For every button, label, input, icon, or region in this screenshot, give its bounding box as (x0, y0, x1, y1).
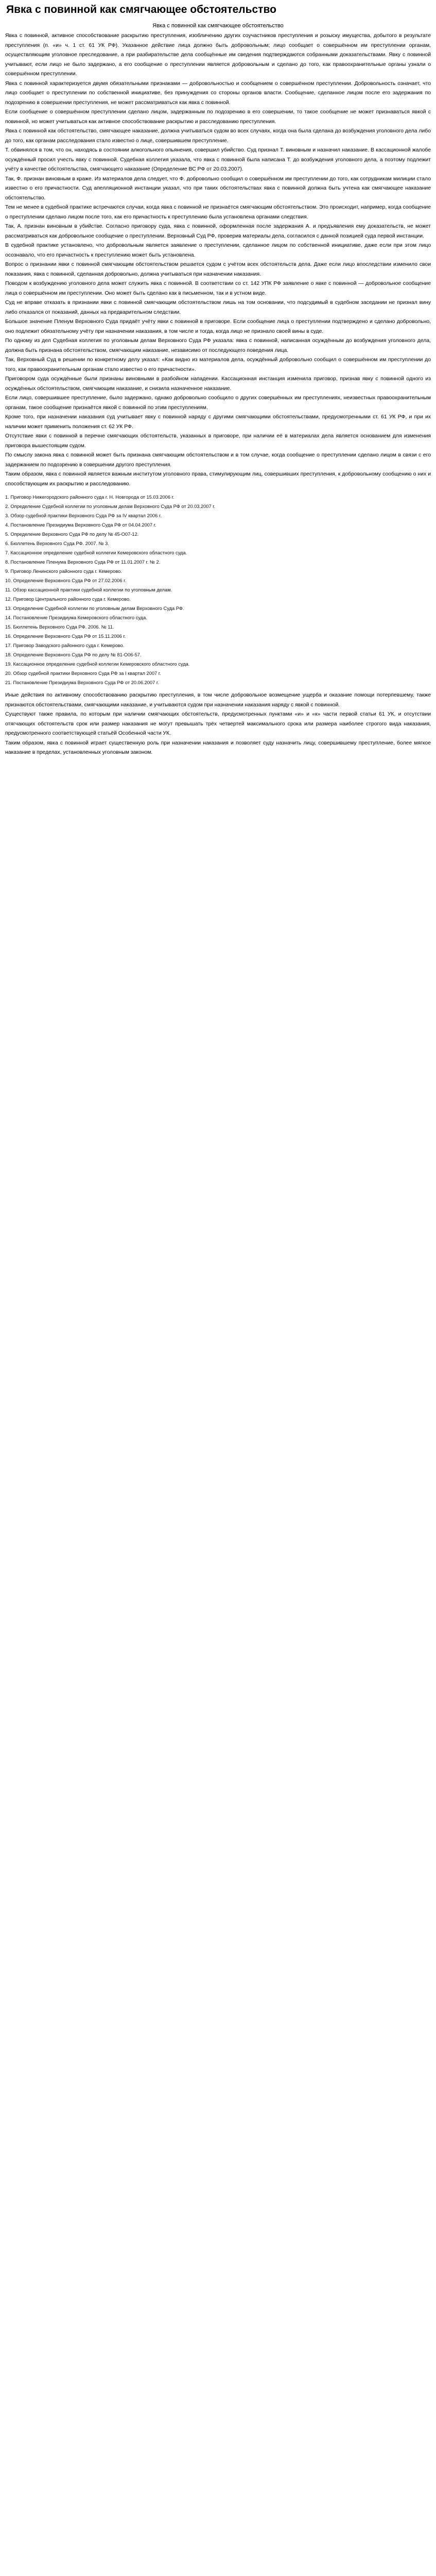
document-subtitle: Явка с повинной как смягчающее обстоятельство (152, 23, 284, 29)
paragraph: Суд не вправе отказать в признании явки с повинной смягчающим обстоятельством лишь на том основании, что подсудимый в судебном заседании не признал вину либо отказался от показаний, данных на предварительном следствии. (5, 300, 431, 315)
page-title: Явка с повинной как смягчающее обстоятельство (6, 4, 276, 15)
note-line: 1. Приговор Нижегородского районного суда г. Н. Новгорода от 15.03.2006 г. (5, 495, 175, 500)
paragraph: Вопрос о признании явки с повинной смягчающим обстоятельством решается судом с учётом всех обстоятельств дела. Даже если лицо впоследствии изменило свои показания, явка с повинной, сделанная добровольно, должна учитываться при назначении наказания. (5, 262, 431, 277)
paragraph: В судебной практике установлено, что добровольным является заявление о преступлении, сделанное лицом по собственной инициативе, даже если при этом лицо осознавало, что его причастность к преступлению может быть установлена. (5, 243, 431, 258)
note-line: 2. Определение Судебной коллегии по уголовным делам Верховного Суда РФ от 20.03.2007 г. (5, 504, 216, 509)
paragraph: Т. обвинялся в том, что он, находясь в состоянии алкогольного опьянения, совершил убийство. Суд признал Т. виновным и назначил наказание. В кассационной жалобе осуждённый просил учесть явку с повинной. Судебная коллегия указала, что явка с повинной была написана Т. до возбуждения уголовного дела, а поэтому подлежит учёту в качестве обстоятельства, смягчающего наказание (Определение ВС РФ от 20.03.2007). (5, 147, 431, 172)
note-line: 19. Кассационное определение судебной коллегии Кемеровского областного суда. (5, 662, 190, 667)
article-body (5, 31, 431, 758)
paragraph: Явка с повинной характеризуется двумя обязательными признаками — добровольностью и сообщением о совершённом преступлении. Добровольность означает, что лицо сообщает о преступлении по собственной инициативе, без принуждения со стороны органов власти. Сообщение, сделанное лицом после его задержания по подозрению в совершении преступления, не может рассматриваться как явка с повинной. (5, 80, 431, 106)
note-line: 5. Определение Верховного Суда РФ по делу № 45-О07-12. (5, 532, 139, 537)
note-line: 8. Постановление Пленума Верховного Суда РФ от 11.01.2007 г. № 2. (5, 560, 161, 565)
note-line: 17. Приговор Заводского районного суда г. Кемерово. (5, 643, 125, 648)
note-line: 12. Приговор Центрального районного суда г. Кемерово. (5, 597, 131, 602)
note-line: 4. Постановление Президиума Верховного Суда РФ от 04.04.2007 г. (5, 522, 156, 528)
paragraph: Кроме того, при назначении наказания суд учитывает явку с повинной наряду с другими смягчающими обстоятельствами, предусмотренными ст. 61 УК РФ, и при их наличии может применить положения ст. 62 УК РФ. (5, 414, 431, 430)
paragraph: Так, Ф. признан виновным в краже. Из материалов дела следует, что Ф. добровольно сообщил о совершённом им преступлении до того, как сотрудникам милиции стало известно о его причастности. Суд апелляционной инстанции указал, что при таких обстоятельствах явка с повинной должна быть учтена как смягчающее наказание обстоятельство. (5, 176, 431, 201)
paragraph: Так, А. признан виновным в убийстве. Согласно приговору суда, явка с повинной, оформленная после задержания А. и предъявления ему доказательств, не может рассматриваться как добровольное сообщение о преступлении. Верховный Суд РФ, проверив материалы дела, согласился с данной позицией суда первой инстанции. (5, 224, 431, 239)
paragraph: Существуют также правила, по которым при наличии смягчающих обстоятельств, предусмотренных пунктами «и» и «к» части первой статьи 61 УК, и отсутствии отягчающих обстоятельств срок или размер наказания не могут превышать трёх четвертей максимального срока или размера наиболее строгого вида наказания, предусмотренного соответствующей статьёй Особенной части УК. (5, 711, 431, 736)
paragraph: Таким образом, явка с повинной является важным институтом уголовного права, стимулирующим лиц, совершивших преступления, к добровольному сообщению о них и способствующим их раскрытию и расследованию. (5, 471, 431, 487)
note-line: 9. Приговор Ленинского районного суда г. Кемерово. (5, 569, 122, 574)
paragraph: Так, Верховный Суд в решении по конкретному делу указал: «Как видно из материалов дела, осуждённый добровольно сообщил о совершённом им преступлении до того, как правоохранительным органам стало известно о его причастности». (5, 357, 431, 372)
paragraph: Тем не менее в судебной практике встречаются случаи, когда явка с повинной не признаётся смягчающим обстоятельством. Это происходит, например, когда сообщение о преступлении сделано лицом после того, как его причастность к преступлению была установлена органами следствия. (5, 205, 431, 220)
paragraph: Таким образом, явка с повинной играет существенную роль при назначении наказания и позволяет суду назначить лицу, совершившему преступление, более мягкое наказание в пределах, установленных уголовным законом. (5, 740, 431, 755)
note-line: 15. Бюллетень Верховного Суда РФ. 2006. № 11. (5, 624, 114, 630)
paragraph: Явка с повинной, активное способствование раскрытию преступления, изобличению других соучастников преступления и розыску имущества, добытого в результате преступления (п. «и» ч. 1 ст. 61 УК РФ). Указанное действие лица должно быть добровольным; лицо сообщает о совершённом им преступлении органам, осуществляющим уголовное преследование, а при разбирательстве дела сообщённые им сведения подтверждаются собранными доказательствами. Явку с повинной учитывают, если лицо не было задержано, а его сообщение о преступлении является добровольным и сделано до того, как правоохранительные органы узнали о совершённом преступлении. (5, 33, 431, 77)
paragraph: Большое значение Пленум Верховного Суда придаёт учёту явки с повинной в приговоре. Если сообщение лица о преступлении подтверждено и сделано добровольно, оно подлежит обязательному учёту при назначении наказания, в том числе и тогда, когда лицо не признало своей вины в суде. (5, 319, 431, 334)
note-line: 13. Определение Судебной коллегии по уголовным делам Верховного Суда РФ. (5, 606, 184, 611)
section-gap (5, 687, 431, 691)
paragraph: Поводом к возбуждению уголовного дела может служить явка с повинной. В соответствии со ст. 142 УПК РФ заявление о явке с повинной — добровольное сообщение лица о совершённом им преступлении. Оно может быть сделано как в письменном, так и в устном виде. (5, 281, 431, 296)
paragraph: Если сообщение о совершённом преступлении сделано лицом, задержанным по подозрению в его совершении, то такое сообщение не может признаваться явкой с повинной, но может учитываться как активное способствование раскрытию и расследованию преступления. (5, 109, 431, 125)
paragraph: По смыслу закона явка с повинной может быть признана смягчающим обстоятельством и в том случае, когда сообщение о преступлении сделано лицом в связи с его задержанием по подозрению в совершении другого преступления. (5, 452, 431, 468)
note-line: 3. Обзор судебной практики Верховного Суда РФ за IV квартал 2006 г. (5, 513, 162, 518)
note-line: 14. Постановление Президиума Кемеровского областного суда. (5, 615, 147, 620)
note-line: 21. Постановление Президиума Верховного Суда РФ от 20.06.2007 г. (5, 680, 159, 685)
paragraph: Отсутствие явки с повинной в перечне смягчающих обстоятельств, указанных в приговоре, при наличии её в материалах дела является основанием для изменения приговора вышестоящим судом. (5, 433, 431, 449)
paragraph: По одному из дел Судебная коллегия по уголовным делам Верховного Суда РФ указала: явка с повинной, написанная осуждённым до возбуждения уголовного дела, должна быть признана обстоятельством, смягчающим наказание, независимо от последующего поведения лица. (5, 338, 431, 353)
section-gap (5, 489, 431, 493)
case-notes (5, 493, 431, 687)
note-line: 18. Определение Верховного Суда РФ по делу № 81-О06-57. (5, 652, 142, 657)
paragraph: Иные действия по активному способствованию раскрытию преступления, в том числе добровольное возмещение ущерба и оказание помощи потерпевшему, также признаются обстоятельствами, смягчающими наказание, и учитываются судом при назначении наказания наряду с явкой с повинной. (5, 692, 431, 708)
note-line: 11. Обзор кассационной практики судебной коллегии по уголовным делам. (5, 587, 172, 592)
paragraph: Приговором суда осуждённые были признаны виновными в разбойном нападении. Кассационная инстанция изменила приговор, признав явку с повинной одного из осуждённых обстоятельством, смягчающим наказание, и снизила назначенное наказание. (5, 376, 431, 392)
note-line: 16. Определение Верховного Суда РФ от 15.11.2006 г. (5, 634, 126, 639)
note-line: 10. Определение Верховного Суда РФ от 27.02.2006 г. (5, 578, 126, 583)
paragraph: Если лицо, совершившее преступление, было задержано, однако добровольно сообщило о других совершённых им преступлениях, неизвестных правоохранительным органам, такое сообщение признаётся явкой с повинной по этим преступлениям. (5, 395, 431, 411)
note-line: 6. Бюллетень Верховного Суда РФ. 2007. № 3. (5, 541, 109, 546)
note-line: 20. Обзор судебной практики Верховного Суда РФ за I квартал 2007 г. (5, 671, 161, 676)
article-page (0, 0, 436, 766)
paragraph: Явка с повинной как обстоятельство, смягчающее наказание, должна учитываться судом во всех случаях, когда она была сделана до возбуждения уголовного дела либо до того, как органам расследования стало известно о лице, совершившем преступление. (5, 128, 431, 144)
note-line: 7. Кассационное определение судебной коллегии Кемеровского областного суда. (5, 550, 187, 555)
